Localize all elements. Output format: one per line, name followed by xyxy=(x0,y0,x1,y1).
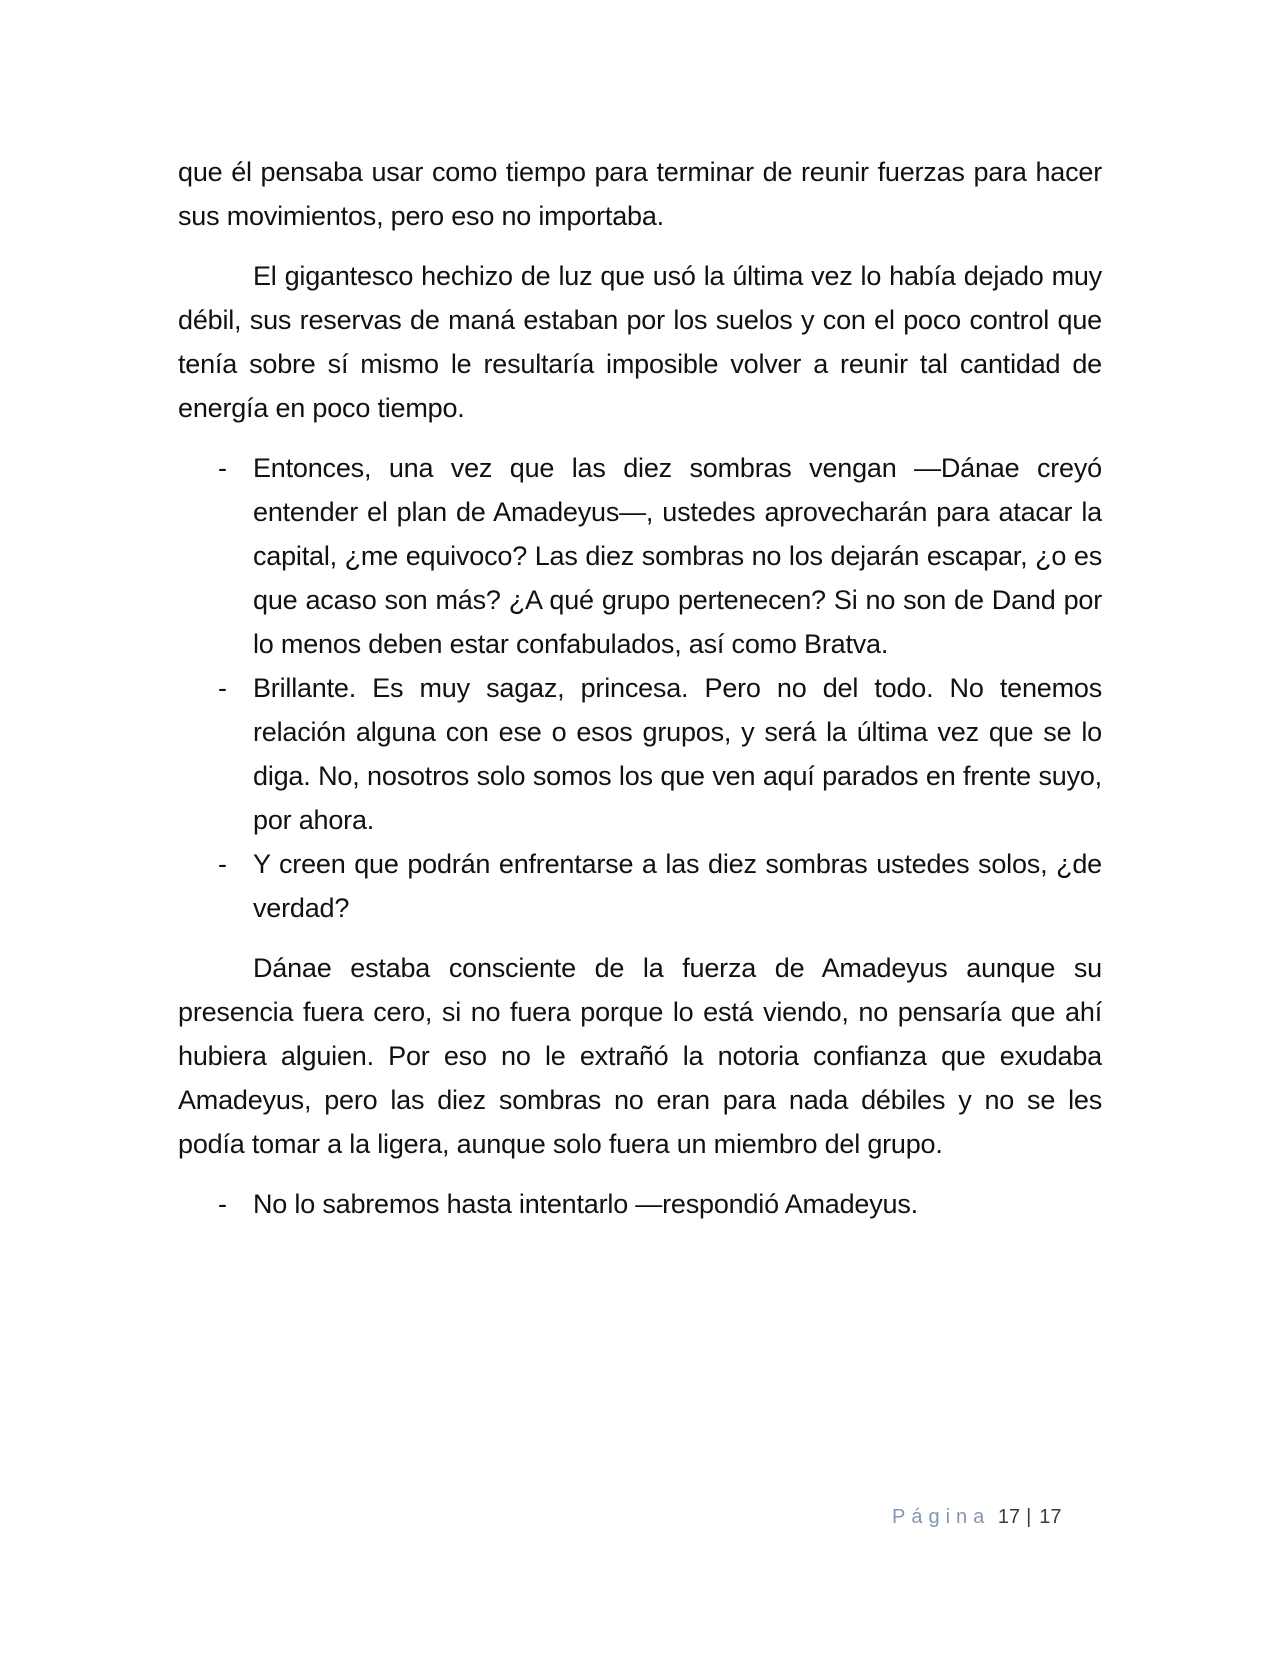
page-label: Página xyxy=(892,1506,991,1528)
dialogue-dash: - xyxy=(218,673,227,703)
current-page-number: 17 xyxy=(997,1506,1021,1528)
dialogue-text: No lo sabremos hasta intentarlo —respondió Amadeyus. xyxy=(253,1189,918,1219)
page-separator: | xyxy=(1026,1506,1032,1528)
document-page xyxy=(178,150,1102,1242)
body-paragraph: Dánae estaba consciente de la fuerza de Amadeyus aunque su presencia fuera cero, si no fuera porque lo está viendo, no pensaría que ahí hubiera alguien. Por eso no le extrañó la notoria confianza que exudaba Amadeyus, pero las diez sombras no eran para nada débiles y no se les podía tomar a la ligera, aunque solo fuera un miembro del grupo. xyxy=(178,953,1102,1159)
dialogue-dash: - xyxy=(218,453,227,483)
dialogue-list xyxy=(178,1182,1102,1226)
dialogue-list xyxy=(178,446,1102,930)
body-paragraph: que él pensaba usar como tiempo para terminar de reunir fuerzas para hacer sus movimientos, pero eso no importaba. xyxy=(178,157,1102,231)
dialogue-text: Brillante. Es muy sagaz, princesa. Pero no del todo. No tenemos relación alguna con ese o esos grupos, y será la última vez que se lo diga. No, nosotros solo somos los que ven aquí parados en frente suyo, por ahora. xyxy=(253,673,1102,835)
dialogue-text: Y creen que podrán enfrentarse a las diez sombras ustedes solos, ¿de verdad? xyxy=(253,849,1102,923)
dialogue-line xyxy=(178,666,1102,842)
total-pages-number: 17 xyxy=(1039,1506,1062,1528)
dialogue-dash: - xyxy=(218,1189,227,1219)
body-paragraph: El gigantesco hechizo de luz que usó la última vez lo había dejado muy débil, sus reservas de maná estaban por los suelos y con el poco control que tenía sobre sí mismo le resultaría imposible volver a reunir tal cantidad de energía en poco tiempo. xyxy=(178,261,1102,423)
page-footer xyxy=(892,1503,1062,1531)
dialogue-dash: - xyxy=(218,849,227,879)
dialogue-line xyxy=(178,1182,1102,1226)
dialogue-line xyxy=(178,446,1102,666)
dialogue-text: Entonces, una vez que las diez sombras vengan —Dánae creyó entender el plan de Amadeyus—, ustedes aprovecharán para atacar la capital, ¿me equivoco? Las diez sombras no los dejarán escapar, ¿o es que acaso son más? ¿A qué grupo pertenecen? Si no son de Dand por lo menos deben estar confabulados, así como Bratva. xyxy=(253,453,1102,659)
dialogue-line xyxy=(178,842,1102,930)
